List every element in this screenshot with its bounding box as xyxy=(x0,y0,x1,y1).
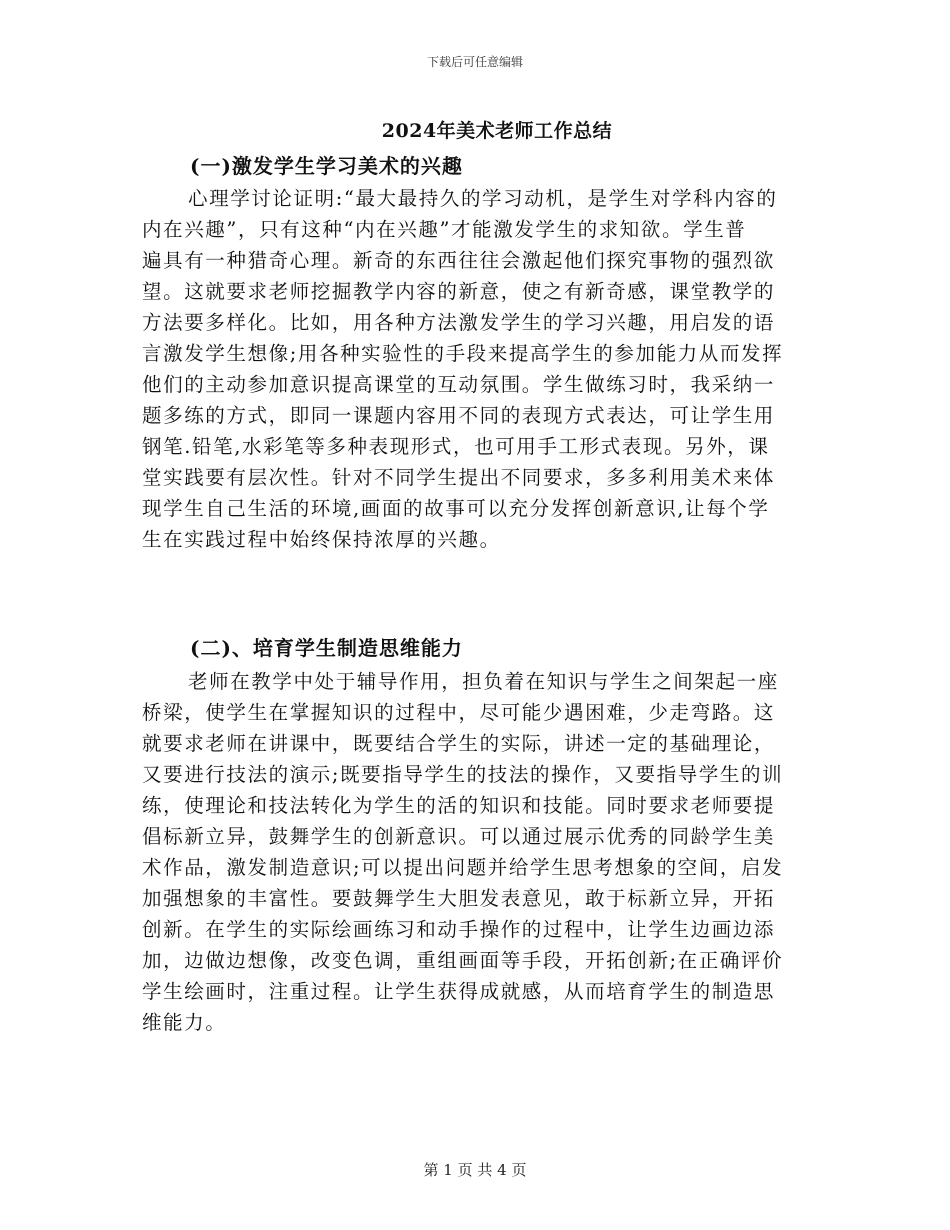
paragraph-line: 内在兴趣”，只有这种“内在兴趣”才能激发学生的求知欲。学生普 xyxy=(142,218,747,241)
section-heading-2: (二)、培育学生制造思维能力 xyxy=(190,636,463,660)
paragraph-line: 术作品，激发制造意识;可以提出问题并给学生思考想象的空间，启发 xyxy=(142,856,784,879)
paragraph-line: 心理学讨论证明:“最大最持久的学习动机，是学生对学科内容的 xyxy=(188,187,778,210)
paragraph-line: 维能力。 xyxy=(142,1011,227,1034)
paragraph-line: 言激发学生想像;用各种实验性的手段来提高学生的参加能力从而发挥 xyxy=(142,342,784,365)
page-number-footer: 第 1 页 共 4 页 xyxy=(423,1161,527,1179)
paragraph-line: 遍具有一种猎奇心理。新奇的东西往往会激起他们探究事物的强烈欲 xyxy=(142,249,776,272)
paragraph-line: 桥梁，使学生在掌握知识的过程中，尽可能少遇困难，少走弯路。这 xyxy=(142,701,776,724)
paragraph-line: 题多练的方式，即同一课题内容用不同的表现方式表达，可让学生用 xyxy=(142,404,776,427)
paragraph-line: 加强想象的丰富性。要鼓舞学生大胆发表意见，敢于标新立异，开拓 xyxy=(142,887,776,910)
paragraph-line: 堂实践要有层次性。针对不同学生提出不同要求，多多利用美术来体 xyxy=(142,466,776,489)
paragraph-line: 方法要多样化。比如，用各种方法激发学生的学习兴趣，用启发的语 xyxy=(142,311,776,334)
header-note: 下载后可任意编辑 xyxy=(426,55,523,69)
section-2-paragraph xyxy=(142,666,812,1038)
paragraph-line: 望。这就要求老师挖掘教学内容的新意，使之有新奇感，课堂教学的 xyxy=(142,280,776,303)
paragraph-line: 就要求老师在讲课中，既要结合学生的实际，讲述一定的基础理论， xyxy=(142,732,776,755)
paragraph-line: 倡标新立异，鼓舞学生的创新意识。可以通过展示优秀的同龄学生美 xyxy=(142,825,776,848)
section-heading-1: (一)激发学生学习美术的兴趣 xyxy=(190,154,463,178)
paragraph-line: 生在实践过程中始终保持浓厚的兴趣。 xyxy=(142,528,501,551)
paragraph-line: 他们的主动参加意识提高课堂的互动氛围。学生做练习时，我采纳一 xyxy=(142,373,776,396)
paragraph-line: 又要进行技法的演示;既要指导学生的技法的操作，又要指导学生的训 xyxy=(142,763,784,786)
paragraph-line: 学生绘画时，注重过程。让学生获得成就感，从而培育学生的制造思 xyxy=(142,980,776,1003)
paragraph-line: 练，使理论和技法转化为学生的活的知识和技能。同时要求老师要提 xyxy=(142,794,776,817)
paragraph-line: 加，边做边想像，改变色调，重组画面等手段，开拓创新;在正确评价 xyxy=(142,949,784,972)
paragraph-line: 钢笔.铅笔,水彩笔等多种表现形式，也可用手工形式表现。另外，课 xyxy=(142,435,770,458)
document-title: 2024年美术老师工作总结 xyxy=(381,120,613,142)
paragraph-line: 创新。在学生的实际绘画练习和动手操作的过程中，让学生边画边添 xyxy=(142,918,776,941)
section-1-paragraph xyxy=(142,183,812,555)
paragraph-line: 老师在教学中处于辅导作用，担负着在知识与学生之间架起一座 xyxy=(188,670,779,693)
paragraph-line: 现学生自己生活的环境,画面的故事可以充分发挥创新意识,让每个学 xyxy=(142,497,770,520)
